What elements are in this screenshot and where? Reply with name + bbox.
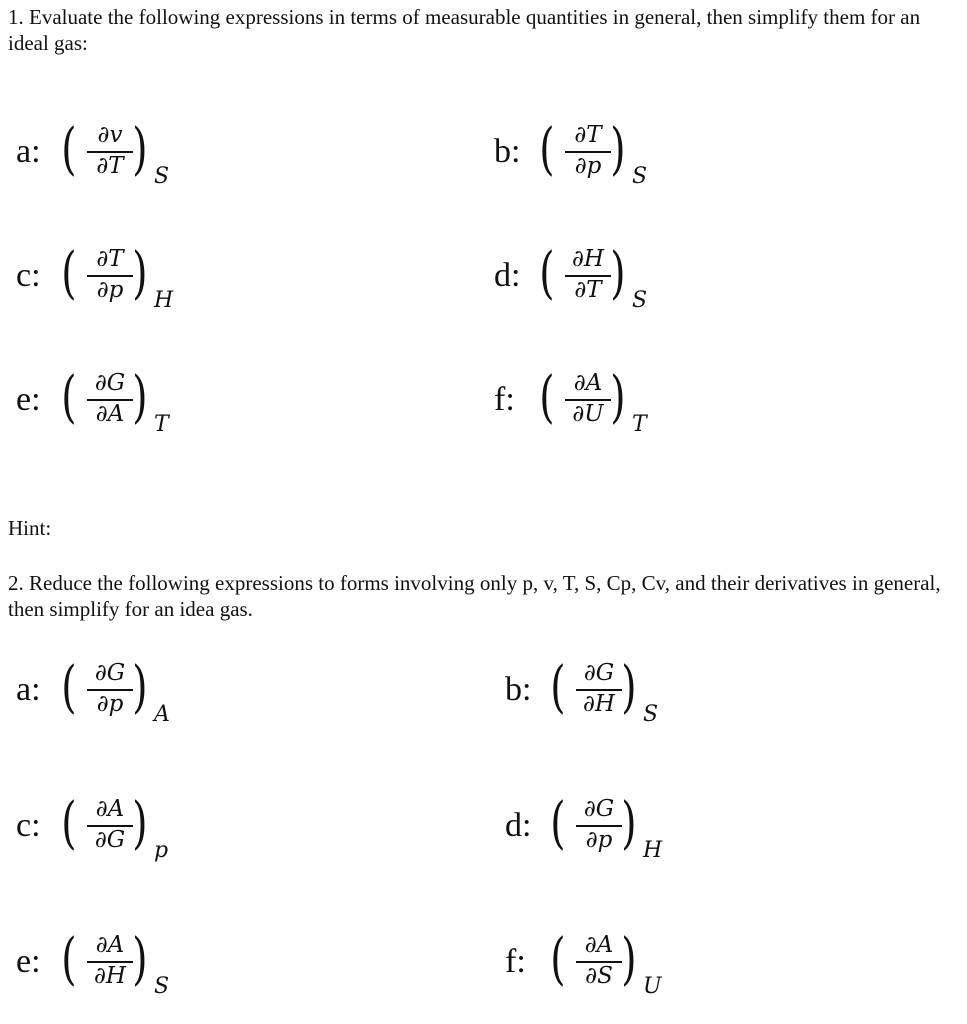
numerator: ∂A — [95, 796, 125, 822]
partial-derivative-fraction — [575, 932, 623, 990]
item-label: f: — [494, 381, 515, 418]
numerator: ∂v — [97, 122, 123, 148]
denominator: ∂p — [585, 827, 613, 853]
numerator: ∂A — [573, 370, 603, 396]
item-label: c: — [16, 257, 41, 294]
left-parenthesis: ( — [61, 241, 77, 306]
denominator: ∂U — [572, 401, 604, 427]
partial-derivative-fraction — [564, 122, 612, 180]
denominator: ∂T — [574, 277, 602, 303]
held-constant-subscript: p — [154, 838, 169, 863]
left-parenthesis: ( — [550, 655, 566, 720]
partial-derivative-fraction — [575, 796, 623, 854]
held-constant-subscript: S — [154, 164, 170, 189]
left-parenthesis: ( — [61, 365, 77, 430]
left-parenthesis: ( — [61, 927, 77, 992]
left-parenthesis: ( — [61, 655, 77, 720]
right-parenthesis: ) — [132, 791, 148, 856]
partial-derivative-fraction — [575, 660, 623, 718]
denominator: ∂H — [583, 691, 615, 717]
numerator: ∂H — [572, 246, 604, 272]
hint-label: Hint: — [8, 516, 52, 540]
denominator: ∂A — [95, 401, 125, 427]
numerator: ∂A — [584, 932, 614, 958]
held-constant-subscript: H — [154, 288, 174, 313]
right-parenthesis: ) — [132, 927, 148, 992]
partial-derivative-fraction — [86, 370, 134, 428]
numerator: ∂G — [94, 370, 126, 396]
held-constant-subscript: U — [643, 974, 662, 999]
right-parenthesis: ) — [610, 365, 626, 430]
left-parenthesis: ( — [61, 117, 77, 182]
numerator: ∂G — [94, 660, 126, 686]
left-parenthesis: ( — [550, 791, 566, 856]
held-constant-subscript: S — [154, 974, 170, 999]
held-constant-subscript: S — [632, 164, 648, 189]
held-constant-subscript: H — [643, 838, 663, 863]
denominator: ∂T — [96, 153, 124, 179]
left-parenthesis: ( — [539, 365, 555, 430]
left-parenthesis: ( — [539, 241, 555, 306]
question-1-text: 1. Evaluate the following expressions in terms of measurable quantities in general, then simplify them for an ideal gas: — [8, 5, 921, 55]
numerator: ∂T — [574, 122, 602, 148]
left-parenthesis: ( — [539, 117, 555, 182]
right-parenthesis: ) — [132, 655, 148, 720]
item-label: c: — [16, 807, 41, 844]
right-parenthesis: ) — [132, 365, 148, 430]
left-parenthesis: ( — [550, 927, 566, 992]
partial-derivative-fraction — [86, 932, 134, 990]
numerator: ∂G — [583, 660, 615, 686]
partial-derivative-fraction — [86, 122, 134, 180]
numerator: ∂T — [96, 246, 124, 272]
held-constant-subscript: A — [154, 702, 170, 727]
right-parenthesis: ) — [621, 791, 637, 856]
held-constant-subscript: T — [154, 412, 169, 437]
held-constant-subscript: S — [643, 702, 659, 727]
partial-derivative-fraction — [564, 370, 612, 428]
denominator: ∂p — [96, 277, 124, 303]
held-constant-subscript: S — [632, 288, 648, 313]
item-label: f: — [505, 943, 526, 980]
item-label: e: — [16, 381, 41, 418]
numerator: ∂A — [95, 932, 125, 958]
partial-derivative-fraction — [86, 246, 134, 304]
denominator: ∂p — [96, 691, 124, 717]
item-label: a: — [16, 671, 41, 708]
held-constant-subscript: T — [632, 412, 647, 437]
right-parenthesis: ) — [610, 117, 626, 182]
right-parenthesis: ) — [621, 655, 637, 720]
partial-derivative-fraction — [86, 660, 134, 718]
partial-derivative-fraction — [86, 796, 134, 854]
item-label: a: — [16, 133, 41, 170]
partial-derivative-fraction — [564, 246, 612, 304]
left-parenthesis: ( — [61, 791, 77, 856]
question-2-text: 2. Reduce the following expressions to forms involving only p, v, T, S, Cp, Cv, and their derivatives in general, then simplify for an idea gas. — [8, 571, 941, 621]
right-parenthesis: ) — [610, 241, 626, 306]
denominator: ∂S — [585, 963, 613, 989]
item-label: e: — [16, 943, 41, 980]
right-parenthesis: ) — [621, 927, 637, 992]
item-label: b: — [505, 671, 532, 708]
numerator: ∂G — [583, 796, 615, 822]
denominator: ∂p — [574, 153, 602, 179]
right-parenthesis: ) — [132, 117, 148, 182]
denominator: ∂G — [94, 827, 126, 853]
item-label: b: — [494, 133, 521, 170]
denominator: ∂H — [94, 963, 126, 989]
item-label: d: — [494, 257, 521, 294]
item-label: d: — [505, 807, 532, 844]
right-parenthesis: ) — [132, 241, 148, 306]
